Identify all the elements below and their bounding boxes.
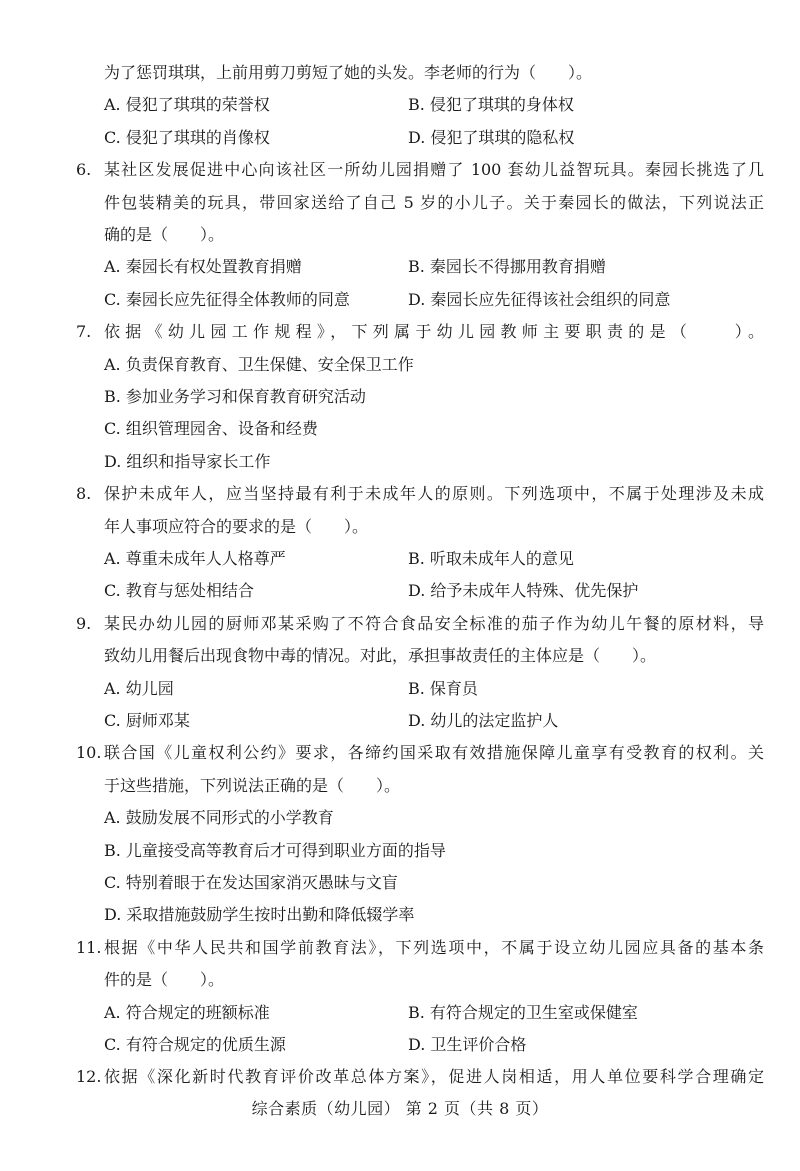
question-number: 10.: [76, 743, 102, 763]
answer-option: A. 秦园长有权处置教育捐赠: [104, 257, 302, 277]
question-text: 致幼儿用餐后出现食物中毒的情况。对此，承担事故责任的主体应是（ ）。: [104, 646, 657, 666]
answer-option: A. 符合规定的班额标准: [104, 1002, 270, 1022]
question-number: 8.: [76, 484, 92, 504]
answer-option: B. 儿童接受高等教育后才可得到职业方面的指导: [104, 840, 446, 860]
answer-option: A. 负责保育教育、卫生保健、安全保卫工作: [104, 354, 414, 374]
answer-option: C. 有符合规定的优质生源: [104, 1035, 286, 1054]
answer-option: C. 教育与惩处相结合: [104, 581, 254, 601]
question-number: 9.: [76, 613, 92, 633]
answer-option: C. 侵犯了琪琪的肖像权: [104, 127, 270, 147]
answer-option: A. 尊重未成年人人格尊严: [104, 549, 286, 568]
question-text: 件包装精美的玩具，带回家送给了自己 5 岁的小儿子。关于秦园长的做法，下列说法正: [104, 192, 764, 212]
answer-option: C. 特别着眼于在发达国家消灭愚昧与文盲: [104, 873, 398, 892]
question-number: 7.: [76, 322, 92, 342]
answer-option: D. 组织和指导家长工作: [104, 451, 271, 471]
page-footer: 综合素质（幼儿园） 第 2 页（共 8 页）: [251, 1099, 549, 1118]
question-text: 确的是（ ）。: [104, 225, 225, 244]
question-number: 12.: [76, 1067, 102, 1087]
question-text: 依据《深化新时代教育评价改革总体方案》，促进人岗相适，用人单位要科学合理确定: [104, 1067, 764, 1087]
answer-option: D. 采取措施鼓励学生按时出勤和降低辍学率: [104, 905, 415, 925]
answer-option: D. 卫生评价合格: [408, 1035, 527, 1054]
question-text: 某民办幼儿园的厨师邓某采购了不符合食品安全标准的茄子作为幼儿午餐的原材料，导: [104, 613, 764, 633]
answer-option: A. 鼓励发展不同形式的小学教育: [104, 808, 334, 828]
answer-option: B. 秦园长不得挪用教育捐赠: [408, 257, 606, 277]
answer-option: A. 幼儿园: [104, 678, 174, 698]
question-text: 联合国《儿童权利公约》要求，各缔约国采取有效措施保障儿童享有受教育的权利。关: [104, 743, 764, 763]
question-number: 6.: [76, 160, 92, 180]
answer-option: B. 有符合规定的卫生室或保健室: [408, 1002, 638, 1022]
answer-option: D. 给予未成年人特殊、优先保护: [408, 581, 639, 601]
answer-option: B. 参加业务学习和保育教育研究活动: [104, 387, 366, 406]
question-text: 年人事项应符合的要求的是（ ）。: [104, 516, 369, 536]
answer-option: C. 厨师邓某: [104, 711, 190, 730]
answer-option: B. 侵犯了琪琪的身体权: [408, 95, 574, 115]
answer-option: C. 秦园长应先征得全体教师的同意: [104, 289, 350, 309]
answer-option: A. 侵犯了琪琪的荣誉权: [104, 95, 270, 115]
question-text: 为了惩罚琪琪，上前用剪刀剪短了她的头发。李老师的行为（ ）。: [104, 63, 593, 82]
question-text: 于这些措施，下列说法正确的是（ ）。: [104, 775, 401, 795]
answer-option: D. 侵犯了琪琪的隐私权: [408, 127, 575, 147]
answer-option: C. 组织管理园舍、设备和经费: [104, 419, 318, 439]
answer-option: D. 秦园长应先征得该社会组织的同意: [408, 289, 671, 309]
answer-option: D. 幼儿的法定监护人: [408, 711, 559, 730]
answer-option: B. 听取未成年人的意见: [408, 549, 574, 568]
question-text: 根据《中华人民共和国学前教育法》，下列选项中，不属于设立幼儿园应具备的基本条: [104, 937, 764, 957]
answer-option: B. 保育员: [408, 678, 478, 698]
question-text: 保护未成年人，应当坚持最有利于未成年人的原则。下列选项中，不属于处理涉及未成: [104, 484, 764, 504]
question-text: 依据《幼儿园工作规程》，下列属于幼儿园教师主要职责的是（ ）。: [104, 322, 764, 342]
question-text: 某社区发展促进中心向该社区一所幼儿园捐赠了 100 套幼儿益智玩具。秦园长挑选了几: [104, 160, 764, 180]
question-text: 件的是（ ）。: [104, 970, 225, 990]
question-number: 11.: [76, 937, 102, 957]
